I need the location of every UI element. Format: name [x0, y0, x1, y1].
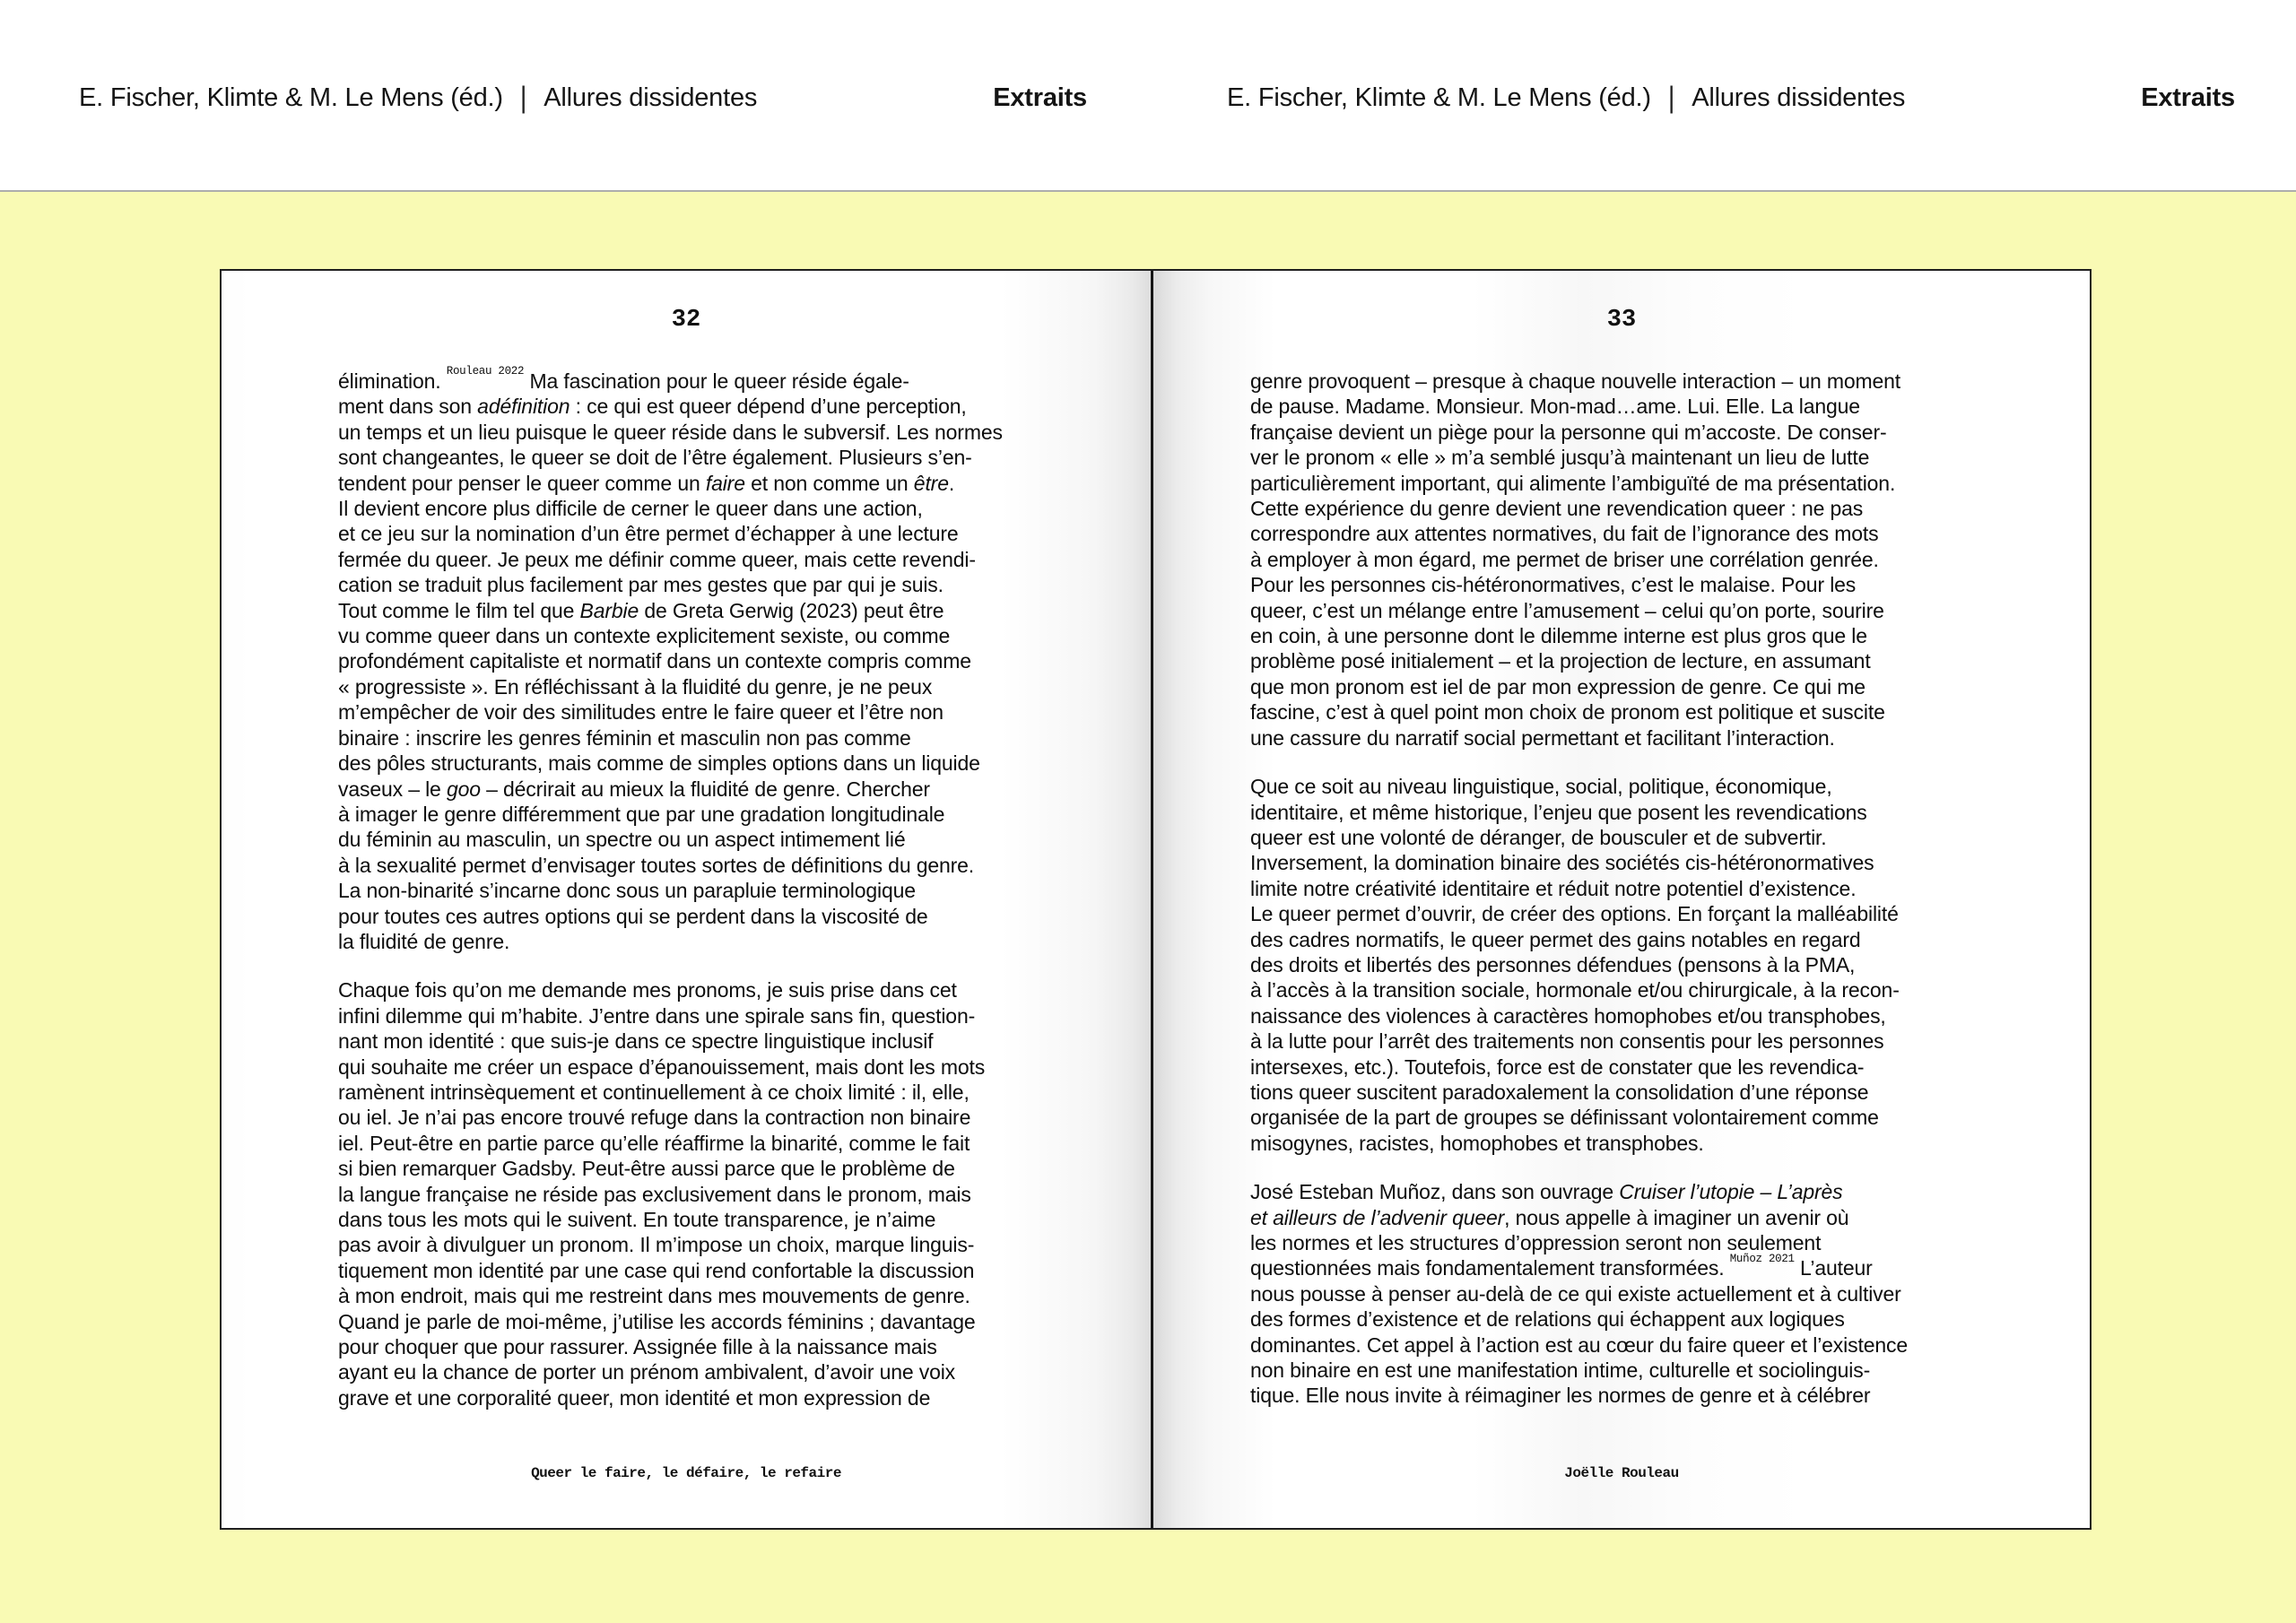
text-line: fascine, c’est à quel point mon choix de pronom est politique et suscite — [1250, 700, 1885, 725]
page-number: 33 — [1606, 307, 1637, 334]
text-line: binaire : inscrire les genres féminin et masculin non pas comme — [338, 725, 911, 750]
text-line: sont changeantes, le queer se doit de l’être également. Plusieurs s’en- — [338, 446, 972, 470]
text-line: et ce jeu sur la nomination d’un être permet d’échapper à une lecture — [338, 522, 959, 546]
text-line: à la lutte pour l’arrêt des traitements non consentis pour les personnes — [1250, 1029, 1884, 1054]
text-line: vaseux – le goo – décrirait au mieux la fluidité de genre. Chercher — [338, 777, 930, 801]
text-line: queer est une volonté de déranger, de bousculer et de subvertir. — [1250, 825, 1827, 849]
text-line: nant mon identité : que suis-je dans ce spectre linguistique inclusif — [338, 1029, 934, 1054]
text-line: genre provoquent – presque à chaque nouvelle interaction – un moment — [1250, 369, 1901, 393]
text-line: ayant eu la chance de porter un prénom ambivalent, d’avoir une voix — [338, 1360, 956, 1384]
text-line: dans tous les mots qui le suivent. En toute transparence, je n’aime — [338, 1208, 936, 1231]
byline-title: Allures dissidentes — [544, 82, 758, 112]
text-line: la fluidité de genre. — [338, 929, 510, 953]
text-line: à l’accès à la transition sociale, hormonale et/ou chirurgicale, à la recon- — [1250, 978, 1900, 1002]
text-line: Inversement, la domination binaire des sociétés cis-hétéronormatives — [1250, 851, 1874, 875]
citation-ref: Muñoz 2021 — [1729, 1252, 1795, 1265]
text-line: José Esteban Muñoz, dans son ouvrage Cruiser l’utopie – L’après — [1250, 1180, 1843, 1204]
text-line: Il devient encore plus difficile de cerner le queer dans une action, — [338, 497, 923, 521]
page-body — [338, 365, 1084, 1410]
text-line: particulièrement important, qui alimente l’ambiguïté de ma présentation. — [1250, 471, 1896, 495]
paragraph — [338, 977, 1084, 1410]
text-line: que mon pronom est iel de par mon expression de genre. Ce qui me — [1250, 674, 1866, 699]
text-line: Pour les personnes cis-hétéronormatives, c’est le malaise. Pour les — [1250, 573, 1857, 597]
byline-separator: | — [519, 81, 527, 114]
paragraph — [1250, 774, 2004, 1156]
text-line: Quand je parle de moi-même, j’utilise les accords féminins ; davantage — [338, 1309, 976, 1333]
byline-authors: E. Fischer, Klimte & M. Le Mens (éd.) — [1227, 82, 1651, 112]
text-line: tendent pour penser le queer comme un faire et non comme un être. — [338, 471, 955, 495]
text-line: du féminin au masculin, un spectre ou un aspect intimement lié — [338, 828, 906, 852]
running-header — [0, 0, 2296, 192]
book-page-right — [1153, 271, 2090, 1528]
text-line: Tout comme le film tel que Barbie de Greta Gerwig (2023) peut être — [338, 598, 944, 622]
text-line: grave et une corporalité queer, mon identité et mon expression de — [338, 1385, 931, 1410]
text-line: iel. Peut-être en partie parce qu’elle réaffirme la binarité, comme le fait — [338, 1131, 970, 1155]
text-line: organisée de la part de groupes se définissant volontairement comme — [1250, 1106, 1879, 1130]
text-line: correspondre aux attentes normatives, du fait de l’ignorance des mots — [1250, 522, 1879, 546]
text-line: « progressiste ». En réfléchissant à la fluidité du genre, je ne peux — [338, 674, 933, 699]
text-line: Le queer permet d’ouvrir, de créer des options. En forçant la malléabilité — [1250, 902, 1899, 926]
text-line: naissance des violences à caractères homophobes et/ou transphobes, — [1250, 1003, 1886, 1028]
text-line: fermée du queer. Je peux me définir comme queer, mais cette revendi- — [338, 547, 976, 571]
text-line: Que ce soit au niveau linguistique, social, politique, économique, — [1250, 775, 1832, 799]
text-line: vu comme queer dans un contexte explicitement sexiste, ou comme — [338, 624, 951, 648]
paragraph — [338, 365, 1084, 954]
text-line: pas avoir à divulguer un pronom. Il m’impose un choix, marque linguis- — [338, 1233, 975, 1257]
book-spread — [220, 269, 2092, 1530]
book-page-left — [222, 271, 1151, 1528]
text-line: nous pousse à penser au-delà de ce qui existe actuellement et à cultiver — [1250, 1281, 1901, 1306]
text-line: intersexes, etc.). Toutefois, force est de constater que les revendica- — [1250, 1055, 1865, 1079]
section-label: Extraits — [993, 82, 1087, 112]
text-line: profondément capitaliste et normatif dans un contexte compris comme — [338, 649, 971, 673]
page-number: 32 — [671, 307, 701, 334]
text-line: des droits et libertés des personnes défendues (pensons à la PMA, — [1250, 952, 1856, 976]
text-line: qui souhaite me créer un espace d’épanouissement, mais dont les mots — [338, 1055, 986, 1079]
text-line: et ailleurs de l’advenir queer, nous appelle à imaginer un avenir où — [1250, 1205, 1849, 1229]
text-line: si bien remarquer Gadsby. Peut-être aussi parce que le problème de — [338, 1157, 955, 1181]
text-line: pour toutes ces autres options qui se perdent dans la viscosité de — [338, 904, 928, 928]
byline — [79, 83, 757, 113]
text-line: cation se traduit plus facilement par mes gestes que par qui je suis. — [338, 573, 944, 597]
text-line: ou iel. Je n’ai pas encore trouvé refuge dans la contraction non binaire — [338, 1106, 971, 1130]
text-line: un temps et un lieu puisque le queer réside dans le subversif. Les normes — [338, 420, 1003, 444]
text-line: La non-binarité s’incarne donc sous un parapluie terminologique — [338, 879, 916, 903]
author-footer: Joëlle Rouleau — [1564, 1465, 1679, 1481]
section-label: Extraits — [2141, 82, 2235, 112]
text-line: ver le pronom « elle » m’a semblé jusqu’à maintenant un lieu de lutte — [1250, 446, 1870, 470]
text-line: problème posé initialement – et la projection de lecture, en assumant — [1250, 649, 1871, 673]
paragraph — [1250, 1179, 2004, 1409]
text-line: identitaire, et même historique, l’enjeu que posent les revendications — [1250, 800, 1867, 824]
text-line: dominantes. Cet appel à l’action est au cœur du faire queer et l’existence — [1250, 1332, 1908, 1357]
paragraph — [1250, 369, 2004, 751]
byline-separator: | — [1667, 81, 1675, 114]
chapter-footer: Queer le faire, le défaire, le refaire — [531, 1465, 841, 1481]
running-header-right — [1148, 0, 2296, 190]
text-line: tions queer suscitent paradoxalement la consolidation d’une réponse — [1250, 1080, 1869, 1104]
text-line: tique. Elle nous invite à réimaginer les normes de genre et à célébrer — [1250, 1384, 1871, 1408]
text-line: française devient un piège pour la personne qui m’accoste. De conser- — [1250, 420, 1887, 444]
text-line: limite notre créativité identitaire et réduit notre potentiel d’existence. — [1250, 876, 1857, 900]
text-line: la langue française ne réside pas exclusivement dans le pronom, mais — [338, 1182, 971, 1206]
text-line: en coin, à une personne dont le dilemme interne est plus gros que le — [1250, 624, 1867, 648]
text-line: ment dans son adéfinition : ce qui est queer dépend d’une perception, — [338, 395, 967, 419]
text-line: queer, c’est un mélange entre l’amusement – celui qu’on porte, sourire — [1250, 598, 1884, 622]
text-line: de pause. Madame. Monsieur. Mon-mad…ame. Lui. Elle. La langue — [1250, 395, 1860, 419]
text-line: les normes et les structures d’oppression seront non seulement — [1250, 1231, 1822, 1254]
text-line: Chaque fois qu’on me demande mes pronoms, je suis prise dans cet — [338, 978, 957, 1002]
running-header-left — [0, 0, 1148, 190]
text-line: des pôles structurants, mais comme de simples options dans un liquide — [338, 751, 980, 776]
text-line: m’empêcher de voir des similitudes entre le faire queer et l’être non — [338, 700, 944, 725]
text-line: Cette expérience du genre devient une revendication queer : ne pas — [1250, 497, 1864, 521]
text-line: à employer à mon égard, me permet de briser une corrélation genrée. — [1250, 547, 1879, 571]
text-line: à imager le genre différemment que par une gradation longitudinale — [338, 802, 945, 826]
text-line: à la sexualité permet d’envisager toutes sortes de définitions du genre. — [338, 853, 975, 877]
text-line: misogynes, racistes, homophobes et transphobes. — [1250, 1131, 1704, 1155]
text-line: élimination. $^{Rouleau 2022}$ Ma fascination pour le queer réside égale- — [338, 365, 909, 393]
page-body — [1250, 369, 2004, 1409]
text-line: des cadres normatifs, le queer permet des gains notables en regard — [1250, 927, 1861, 951]
text-line: tiquement mon identité par une case qui rend confortable la discussion — [338, 1258, 975, 1282]
text-line: pour choquer que pour rassurer. Assignée fille à la naissance mais — [338, 1335, 937, 1359]
byline-title: Allures dissidentes — [1692, 82, 1906, 112]
text-line: ramènent intrinsèquement et continuellement à ce choix limité : il, elle, — [338, 1080, 970, 1104]
text-line: non binaire en est une manifestation intime, culturelle et sociolinguis- — [1250, 1358, 1871, 1383]
byline — [1227, 83, 1905, 113]
text-line: questionnées mais fondamentalement transformées. $^{Muñoz 2021}$ L’auteur — [1250, 1252, 1873, 1280]
citation-ref: Rouleau 2022 — [446, 365, 525, 378]
byline-authors: E. Fischer, Klimte & M. Le Mens (éd.) — [79, 82, 503, 112]
text-line: des formes d’existence et de relations qui échappent aux logiques — [1250, 1307, 1845, 1332]
text-line: infini dilemme qui m’habite. J’entre dans une spirale sans fin, question- — [338, 1003, 976, 1028]
text-line: une cassure du narratif social permettant et facilitant l’interaction. — [1250, 725, 1835, 750]
text-line: à mon endroit, mais qui me restreint dans mes mouvements de genre. — [338, 1284, 970, 1308]
